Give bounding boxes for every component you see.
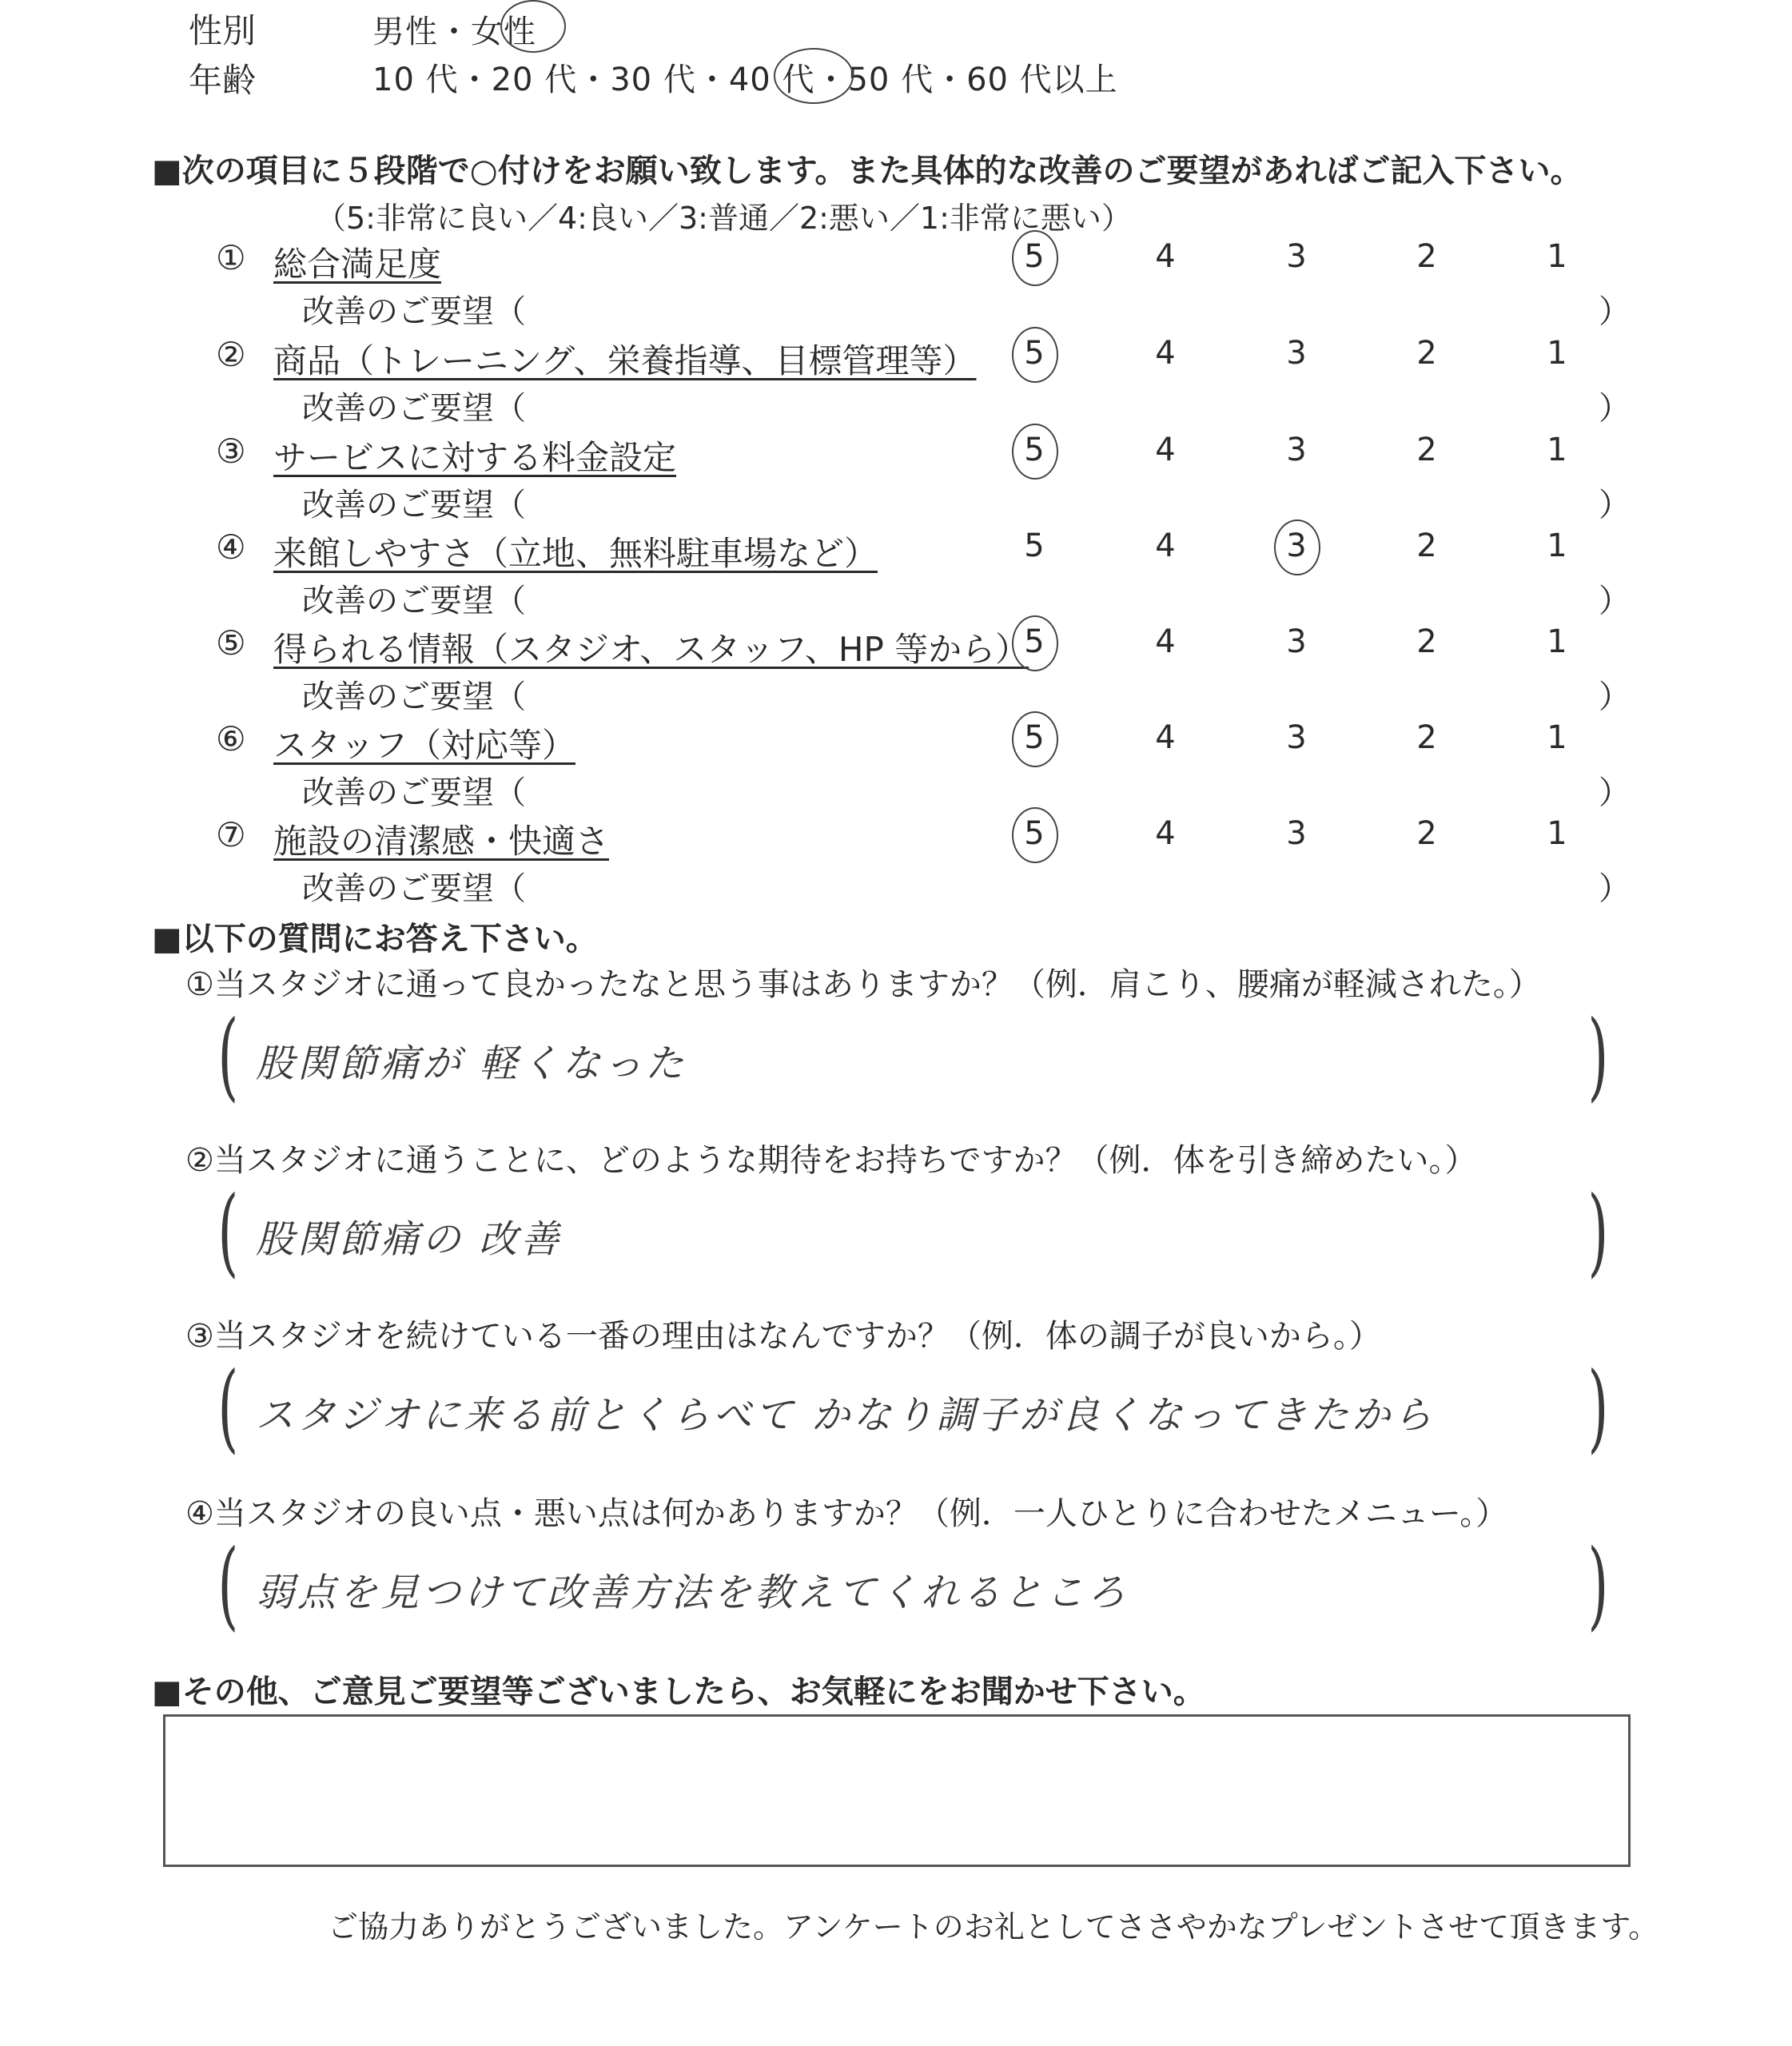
rating-option-2[interactable]: 2 [1416,719,1437,756]
rating-option-1[interactable]: 1 [1547,719,1567,756]
answer-open-paren: ( [217,1001,239,1112]
rating-option-5[interactable]: 5 [1024,335,1045,372]
rating-selected-circle [1012,230,1058,286]
gender-label: 性別 [189,11,257,50]
rating-item-number: ⑥ [216,719,246,758]
question-text: ③当スタジオを続けている一番の理由はなんですか？（例．体の調子が良いから。） [185,1318,1381,1355]
improvement-request-label: 改善のご要望（ [302,679,526,715]
rating-item-title: 商品（トレーニング、栄養指導、目標管理等） [273,341,977,380]
questions-section-header: ■以下の質問にお答え下さい。 [152,921,598,957]
rating-option-1[interactable]: 1 [1547,815,1567,852]
rating-option-5[interactable]: 5 [1024,719,1045,756]
rating-item-title: 総合満足度 [273,245,442,284]
rating-option-3[interactable]: 3 [1286,623,1307,660]
rating-option-4[interactable]: 4 [1155,238,1176,275]
rating-item-number: ② [216,335,246,374]
improvement-request-close-paren: ） [1599,774,1631,811]
rating-option-1[interactable]: 1 [1547,527,1567,564]
rating-option-2[interactable]: 2 [1416,335,1437,372]
rating-option-3[interactable]: 3 [1286,815,1307,852]
rating-option-5[interactable]: 5 [1024,432,1045,468]
rating-scale-note: （5:非常に良い／4:良い／3:普通／2:悪い／1:非常に悪い） [316,201,1132,236]
rating-option-1[interactable]: 1 [1547,335,1567,372]
handwritten-answer[interactable]: 股関節痛が 軽くなった [256,1041,687,1086]
improvement-request-close-paren: ） [1599,293,1631,330]
answer-open-paren: ( [217,1352,239,1463]
rating-option-2[interactable]: 2 [1416,238,1437,275]
improvement-request-label: 改善のご要望（ [302,487,526,523]
rating-option-3[interactable]: 3 [1286,432,1307,468]
rating-option-5[interactable]: 5 [1024,815,1045,852]
rating-option-4[interactable]: 4 [1155,623,1176,660]
handwritten-answer[interactable]: スタジオに来る前とくらべて かなり調子が良くなってきたから [256,1393,1436,1438]
gender-options: 男性・女性 [372,14,536,50]
other-section-header: ■その他、ご意見ご要望等ございましたら、お気軽にをお聞かせ下さい。 [152,1674,1205,1710]
rating-selected-circle [1274,519,1320,575]
rating-item-number: ④ [216,527,246,567]
improvement-request-label: 改善のご要望（ [302,774,526,811]
improvement-request-close-paren: ） [1599,583,1631,619]
rating-option-3[interactable]: 3 [1286,238,1307,275]
rating-option-4[interactable]: 4 [1155,815,1176,852]
rating-item-title: 来館しやすさ（立地、無料駐車場など） [273,534,878,573]
rating-option-4[interactable]: 4 [1155,432,1176,468]
rating-option-4[interactable]: 4 [1155,335,1176,372]
rating-option-1[interactable]: 1 [1547,432,1567,468]
handwritten-answer[interactable]: 弱点を見つけて改善方法を教えてくれるところ [256,1570,1129,1615]
answer-open-paren: ( [217,1176,239,1288]
improvement-request-label: 改善のご要望（ [302,870,526,907]
rating-selected-circle [1012,424,1058,480]
rating-item-number: ⑤ [216,623,246,663]
rating-item-title: 得られる情報（スタジオ、スタッフ、HP 等から） [273,630,1029,669]
improvement-request-label: 改善のご要望（ [302,293,526,330]
rating-option-2[interactable]: 2 [1416,623,1437,660]
footer-thanks: ご協力ありがとうございました。アンケートのお礼としてささやかなプレゼントさせて頂きます。 [328,1909,1659,1944]
rating-item-title: サービスに対する料金設定 [273,438,677,477]
handwritten-answer[interactable]: 股関節痛の 改善 [256,1217,563,1262]
question-text: ①当スタジオに通って良かったなと思う事はありますか？（例．肩こり、腰痛が軽減された。） [185,966,1541,1003]
other-comments-box[interactable] [163,1714,1631,1867]
rating-selected-circle [1012,615,1058,671]
rating-selected-circle [1012,327,1058,383]
improvement-request-label: 改善のご要望（ [302,583,526,619]
rating-option-4[interactable]: 4 [1155,527,1176,564]
rating-option-5[interactable]: 5 [1024,527,1045,564]
rating-option-3[interactable]: 3 [1286,335,1307,372]
answer-close-paren: ) [1587,1001,1609,1112]
rating-item-title: 施設の清潔感・快適さ [273,822,610,861]
rating-selected-circle [1012,711,1058,767]
age-label: 年齢 [189,61,257,100]
improvement-request-label: 改善のご要望（ [302,390,526,427]
rating-option-3[interactable]: 3 [1286,527,1307,564]
rating-item-title: スタッフ（対応等） [273,726,576,765]
answer-close-paren: ) [1587,1530,1609,1641]
age-options: 10 代・20 代・30 代・40 代・50 代・60 代以上 [372,62,1118,98]
question-text: ②当スタジオに通うことに、どのような期待をお持ちですか？（例．体を引き締めたい。） [185,1142,1477,1179]
rating-option-2[interactable]: 2 [1416,815,1437,852]
rating-option-2[interactable]: 2 [1416,527,1437,564]
rating-item-number: ⑦ [216,815,246,854]
rating-option-2[interactable]: 2 [1416,432,1437,468]
improvement-request-close-paren: ） [1599,390,1631,427]
gender-female-circle [500,0,566,53]
age-40-circle [774,48,854,104]
improvement-request-close-paren: ） [1599,487,1631,523]
rating-option-3[interactable]: 3 [1286,719,1307,756]
improvement-request-close-paren: ） [1599,870,1631,907]
rating-section-header: ■次の項目に５段階で○付けをお願い致します。また具体的な改善のご要望があればご記入下さい。 [152,153,1583,189]
rating-option-5[interactable]: 5 [1024,623,1045,660]
rating-option-1[interactable]: 1 [1547,238,1567,275]
improvement-request-close-paren: ） [1599,679,1631,715]
rating-option-5[interactable]: 5 [1024,238,1045,275]
answer-open-paren: ( [217,1530,239,1641]
rating-option-1[interactable]: 1 [1547,623,1567,660]
rating-selected-circle [1012,807,1058,863]
rating-option-4[interactable]: 4 [1155,719,1176,756]
rating-item-number: ① [216,238,246,277]
question-text: ④当スタジオの良い点・悪い点は何かありますか？（例．一人ひとりに合わせたメニュー。） [185,1495,1508,1532]
answer-close-paren: ) [1587,1352,1609,1463]
answer-close-paren: ) [1587,1176,1609,1288]
rating-item-number: ③ [216,432,246,471]
